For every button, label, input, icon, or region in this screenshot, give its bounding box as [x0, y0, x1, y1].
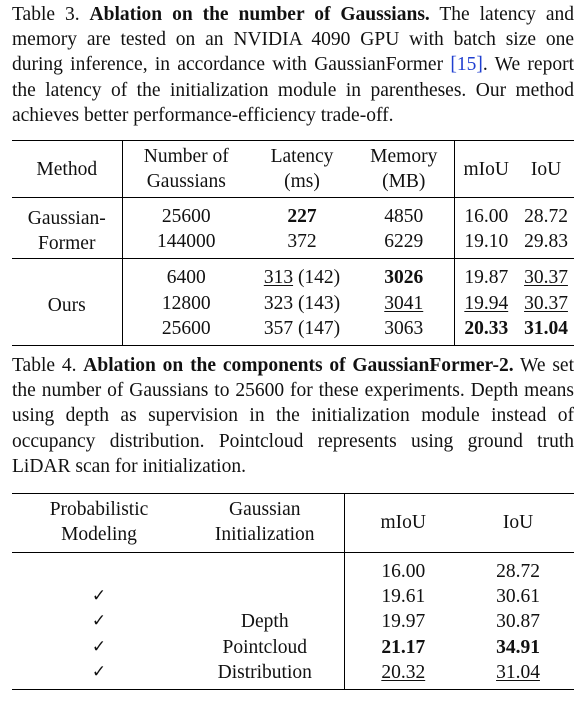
header-num-gaussians: Number of Gaussians	[122, 141, 250, 198]
table4-caption-label: Table 4.	[12, 355, 77, 376]
table3-caption	[12, 2, 574, 128]
table4	[12, 493, 574, 690]
header-miou: mIoU	[454, 141, 518, 198]
table-row	[12, 553, 574, 585]
memory-cell: 3026	[354, 259, 454, 291]
table3-header-row	[12, 141, 574, 198]
iou-cell: 29.83	[518, 229, 574, 259]
header-iou: IoU	[462, 494, 574, 553]
miou-cell: 21.17	[381, 636, 426, 658]
table-row	[12, 584, 574, 609]
iou-cell: 30.87	[496, 611, 540, 633]
iou-cell: 34.91	[496, 636, 540, 658]
table3-caption-title: Ablation on the number of Gaussians.	[89, 4, 430, 25]
header-miou: mIoU	[344, 494, 462, 553]
table3-caption-body-end: . We report the latency of the initialization module in parentheses. Our method achieves better performance-efficiency trade-off.	[12, 54, 574, 126]
gaussians-cell: 144000	[122, 229, 250, 259]
gaussians-cell: 12800	[161, 292, 211, 314]
table4-caption	[12, 353, 574, 479]
header-latency: Latency (ms)	[250, 141, 354, 198]
miou-cell: 20.33	[454, 316, 518, 346]
gaussians-cell: 6400	[166, 267, 206, 289]
checkmark-icon: ✓	[91, 611, 107, 632]
miou-cell: 16.00	[464, 206, 509, 228]
init-cell	[186, 553, 344, 585]
memory-cell: 4850	[354, 198, 454, 230]
iou-cell: 31.04	[518, 316, 574, 346]
memory-cell: 3063	[354, 316, 454, 346]
iou-cell: 30.37	[524, 267, 568, 289]
iou-cell: 28.72	[496, 561, 540, 583]
table-row	[12, 635, 574, 660]
table3	[12, 140, 574, 346]
gaussians-cell: 25600	[161, 206, 211, 228]
header-method: Method	[12, 141, 122, 198]
init-cell: Pointcloud	[186, 635, 344, 660]
memory-cell: 6229	[354, 229, 454, 259]
header-probabilistic-modeling: Probabilistic Modeling	[12, 494, 186, 553]
latency-cell: 372	[250, 229, 354, 259]
header-memory: Memory (MB)	[354, 141, 454, 198]
table4-header-row	[12, 494, 574, 553]
latency-cell: 227	[287, 206, 317, 228]
iou-cell: 30.61	[496, 586, 540, 608]
table-row	[12, 259, 574, 291]
init-cell: Depth	[186, 609, 344, 634]
miou-cell: 19.97	[381, 611, 426, 633]
miou-cell: 16.00	[381, 561, 426, 583]
table3-caption-label: Table 3.	[12, 4, 80, 25]
miou-cell: 19.87	[464, 267, 509, 289]
iou-cell: 31.04	[462, 660, 574, 690]
latency-cell: 323 (143)	[263, 292, 341, 314]
checkmark-icon: ✓	[91, 636, 107, 657]
method-cell-ours: Ours	[12, 259, 122, 346]
latency-cell: 357 (147)	[250, 316, 354, 346]
init-cell: Distribution	[186, 660, 344, 690]
table-row	[12, 609, 574, 634]
memory-cell: 3041	[354, 291, 454, 316]
table-row	[12, 198, 574, 230]
method-cell-gaussianformer: Gaussian- Former	[12, 198, 122, 259]
checkmark-icon	[12, 553, 186, 585]
iou-cell: 30.37	[524, 292, 568, 314]
miou-cell: 19.94	[464, 292, 509, 314]
table4-caption-body: We set the number of Gaussians to 25600 for these experiments. Depth means using depth as supervision in the initialization module instead of occupancy distribution. Pointcloud represents using ground truth LiDAR scan for initialization.	[12, 355, 575, 477]
init-cell	[186, 584, 344, 609]
checkmark-icon: ✓	[12, 660, 186, 690]
header-gaussian-initialization: Gaussian Initialization	[186, 494, 344, 553]
gaussians-cell: 25600	[122, 316, 250, 346]
checkmark-icon: ✓	[91, 586, 107, 607]
miou-cell: 19.61	[381, 586, 426, 608]
latency-cell: 313 (142)	[263, 267, 341, 289]
iou-cell: 28.72	[524, 206, 568, 228]
header-iou: IoU	[518, 141, 574, 198]
citation-link[interactable]: [15]	[450, 54, 483, 76]
miou-cell: 19.10	[454, 229, 518, 259]
table3-caption-body: The latency and memory are tested on an NVIDIA 4090 GPU with batch size one during inference, in accordance with GaussianFormer	[12, 4, 575, 76]
table-row	[12, 660, 574, 690]
miou-cell: 20.32	[344, 660, 462, 690]
table4-caption-title: Ablation on the components of GaussianFormer-2.	[83, 355, 514, 376]
